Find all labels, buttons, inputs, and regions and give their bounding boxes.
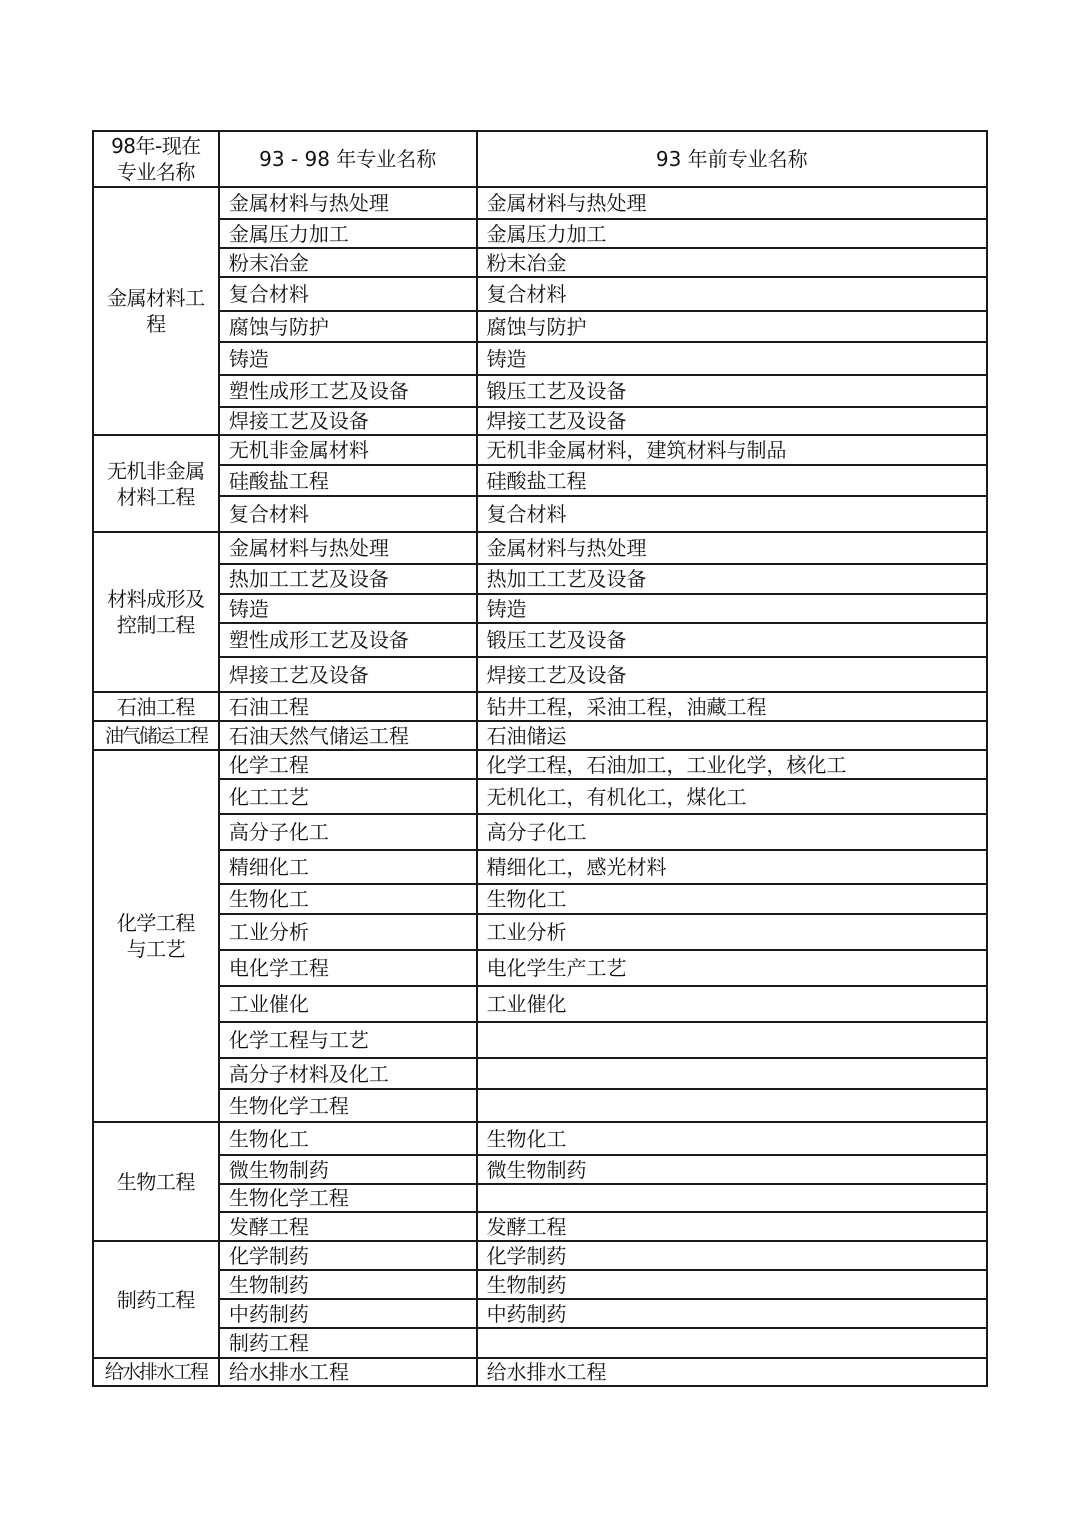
header-current-major xyxy=(93,131,219,187)
table-row xyxy=(93,564,987,594)
current-major-line2: 控制工程 xyxy=(116,613,195,637)
major-93-98-cell: 硅酸盐工程 xyxy=(219,465,477,496)
current-major-cell xyxy=(93,1241,219,1358)
table-row xyxy=(93,375,987,407)
header-row xyxy=(93,131,987,187)
current-major-cell xyxy=(93,187,219,435)
major-93-98-cell: 复合材料 xyxy=(219,277,477,311)
table-row xyxy=(93,692,987,721)
major-pre-93-cell: 热加工工艺及设备 xyxy=(477,564,987,594)
major-93-98-cell: 高分子材料及化工 xyxy=(219,1058,477,1089)
current-major-line1: 化学工程 xyxy=(116,911,195,935)
table-row xyxy=(93,1241,987,1270)
table-row xyxy=(93,465,987,496)
major-pre-93-cell: 锻压工艺及设备 xyxy=(477,623,987,657)
current-major-line1: 金属材料工 xyxy=(107,286,205,310)
major-93-98-cell: 焊接工艺及设备 xyxy=(219,407,477,435)
table-row xyxy=(93,850,987,884)
major-pre-93-cell: 石油储运 xyxy=(477,721,987,750)
major-93-98-cell: 生物制药 xyxy=(219,1270,477,1299)
major-pre-93-cell: 精细化工，感光材料 xyxy=(477,850,987,884)
major-pre-93-cell: 复合材料 xyxy=(477,277,987,311)
major-93-98-cell: 金属材料与热处理 xyxy=(219,187,477,219)
major-93-98-cell: 铸造 xyxy=(219,594,477,623)
table-row xyxy=(93,594,987,623)
table-row xyxy=(93,1155,987,1184)
major-pre-93-cell: 生物化工 xyxy=(477,1122,987,1155)
current-major-line1: 给水排水工程 xyxy=(104,1361,207,1383)
major-pre-93-cell: 金属材料与热处理 xyxy=(477,532,987,564)
major-93-98-cell: 焊接工艺及设备 xyxy=(219,657,477,692)
major-93-98-cell: 化学制药 xyxy=(219,1241,477,1270)
table-row xyxy=(93,623,987,657)
table-row xyxy=(93,435,987,465)
major-pre-93-cell: 铸造 xyxy=(477,594,987,623)
major-pre-93-cell: 发酵工程 xyxy=(477,1212,987,1241)
major-93-98-cell: 微生物制药 xyxy=(219,1155,477,1184)
current-major-line2: 与工艺 xyxy=(126,937,186,961)
major-pre-93-cell: 焊接工艺及设备 xyxy=(477,657,987,692)
major-93-98-cell: 高分子化工 xyxy=(219,814,477,850)
major-pre-93-cell: 金属压力加工 xyxy=(477,219,987,248)
table-row xyxy=(93,219,987,248)
major-93-98-cell: 中药制药 xyxy=(219,1299,477,1328)
major-93-98-cell: 化学工程 xyxy=(219,750,477,779)
table-row xyxy=(93,1358,987,1386)
major-pre-93-cell: 工业催化 xyxy=(477,986,987,1022)
table-row xyxy=(93,884,987,914)
table-row xyxy=(93,311,987,342)
current-major-cell xyxy=(93,1122,219,1241)
current-major-line1: 生物工程 xyxy=(116,1169,195,1194)
table-row xyxy=(93,1270,987,1299)
major-93-98-cell: 工业催化 xyxy=(219,986,477,1022)
major-93-98-cell: 复合材料 xyxy=(219,496,477,532)
major-pre-93-cell: 锻压工艺及设备 xyxy=(477,375,987,407)
major-pre-93-cell: 无机非金属材料，建筑材料与制品 xyxy=(477,435,987,465)
header-pre-93-major: 93 年前专业名称 xyxy=(477,131,987,187)
header-current-line2: 专业名称 xyxy=(116,160,195,184)
major-93-98-cell: 生物化学工程 xyxy=(219,1184,477,1212)
current-major-line2: 材料工程 xyxy=(116,484,195,509)
table-row xyxy=(93,1089,987,1122)
major-pre-93-cell: 生物化工 xyxy=(477,884,987,914)
table-row xyxy=(93,1122,987,1155)
current-major-cell xyxy=(93,721,219,750)
major-93-98-cell: 给水排水工程 xyxy=(219,1358,477,1386)
major-93-98-cell: 化学工程与工艺 xyxy=(219,1022,477,1058)
current-major-line1: 石油工程 xyxy=(116,694,195,719)
major-pre-93-cell xyxy=(477,1089,987,1122)
table-row xyxy=(93,342,987,375)
major-93-98-cell: 热加工工艺及设备 xyxy=(219,564,477,594)
table-row xyxy=(93,1058,987,1089)
major-pre-93-cell: 钻井工程，采油工程，油藏工程 xyxy=(477,692,987,721)
major-pre-93-cell: 硅酸盐工程 xyxy=(477,465,987,496)
table-row xyxy=(93,750,987,779)
current-major-line1: 材料成形及 xyxy=(107,587,205,611)
table-body xyxy=(93,131,987,1386)
major-pre-93-cell: 化学制药 xyxy=(477,1241,987,1270)
current-major-cell xyxy=(93,1358,219,1386)
current-major-line1: 无机非金属 xyxy=(107,458,205,483)
major-pre-93-cell: 焊接工艺及设备 xyxy=(477,407,987,435)
current-major-cell xyxy=(93,692,219,721)
table-row xyxy=(93,1022,987,1058)
header-93-98-major: 93 - 98 年专业名称 xyxy=(219,131,477,187)
major-pre-93-cell: 高分子化工 xyxy=(477,814,987,850)
major-93-98-cell: 制药工程 xyxy=(219,1328,477,1358)
major-93-98-cell: 塑性成形工艺及设备 xyxy=(219,375,477,407)
major-pre-93-cell xyxy=(477,1328,987,1358)
table-row xyxy=(93,187,987,219)
major-93-98-cell: 生物化工 xyxy=(219,884,477,914)
major-pre-93-cell: 金属材料与热处理 xyxy=(477,187,987,219)
major-pre-93-cell: 生物制药 xyxy=(477,1270,987,1299)
major-pre-93-cell: 腐蚀与防护 xyxy=(477,311,987,342)
major-93-98-cell: 发酵工程 xyxy=(219,1212,477,1241)
major-93-98-cell: 塑性成形工艺及设备 xyxy=(219,623,477,657)
table-row xyxy=(93,721,987,750)
major-pre-93-cell xyxy=(477,1058,987,1089)
major-pre-93-cell: 工业分析 xyxy=(477,914,987,950)
header-current-line1: 98年-现在 xyxy=(111,134,201,158)
major-93-98-cell: 粉末冶金 xyxy=(219,248,477,277)
table-row xyxy=(93,407,987,435)
major-93-98-cell: 石油天然气储运工程 xyxy=(219,721,477,750)
table-row xyxy=(93,277,987,311)
major-93-98-cell: 生物化学工程 xyxy=(219,1089,477,1122)
major-pre-93-cell: 化学工程，石油加工，工业化学，核化工 xyxy=(477,750,987,779)
current-major-line2: 程 xyxy=(146,312,166,336)
major-93-98-cell: 金属材料与热处理 xyxy=(219,532,477,564)
major-93-98-cell: 电化学工程 xyxy=(219,950,477,986)
major-93-98-cell: 生物化工 xyxy=(219,1122,477,1155)
major-93-98-cell: 金属压力加工 xyxy=(219,219,477,248)
major-pre-93-cell xyxy=(477,1022,987,1058)
current-major-cell xyxy=(93,532,219,692)
current-major-cell xyxy=(93,750,219,1122)
table-row xyxy=(93,1328,987,1358)
major-pre-93-cell: 给水排水工程 xyxy=(477,1358,987,1386)
table-row xyxy=(93,1212,987,1241)
current-major-line1: 制药工程 xyxy=(116,1287,195,1312)
major-pre-93-cell: 铸造 xyxy=(477,342,987,375)
major-93-98-cell: 化工工艺 xyxy=(219,779,477,814)
major-pre-93-cell: 粉末冶金 xyxy=(477,248,987,277)
current-major-cell xyxy=(93,435,219,532)
table-row xyxy=(93,779,987,814)
major-93-98-cell: 石油工程 xyxy=(219,692,477,721)
major-pre-93-cell: 无机化工，有机化工，煤化工 xyxy=(477,779,987,814)
table-row xyxy=(93,914,987,950)
table-row xyxy=(93,248,987,277)
table-row xyxy=(93,1299,987,1328)
major-pre-93-cell: 复合材料 xyxy=(477,496,987,532)
table-row xyxy=(93,986,987,1022)
major-pre-93-cell: 微生物制药 xyxy=(477,1155,987,1184)
major-93-98-cell: 腐蚀与防护 xyxy=(219,311,477,342)
major-pre-93-cell xyxy=(477,1184,987,1212)
major-93-98-cell: 铸造 xyxy=(219,342,477,375)
table-row xyxy=(93,532,987,564)
current-major-line1: 油气储运工程 xyxy=(104,724,207,747)
table-row xyxy=(93,950,987,986)
major-93-98-cell: 精细化工 xyxy=(219,850,477,884)
major-93-98-cell: 无机非金属材料 xyxy=(219,435,477,465)
major-93-98-cell: 工业分析 xyxy=(219,914,477,950)
major-pre-93-cell: 电化学生产工艺 xyxy=(477,950,987,986)
major-pre-93-cell: 中药制药 xyxy=(477,1299,987,1328)
table-row xyxy=(93,657,987,692)
major-comparison-table xyxy=(92,130,988,1387)
table-row xyxy=(93,814,987,850)
table-row xyxy=(93,496,987,532)
table-row xyxy=(93,1184,987,1212)
